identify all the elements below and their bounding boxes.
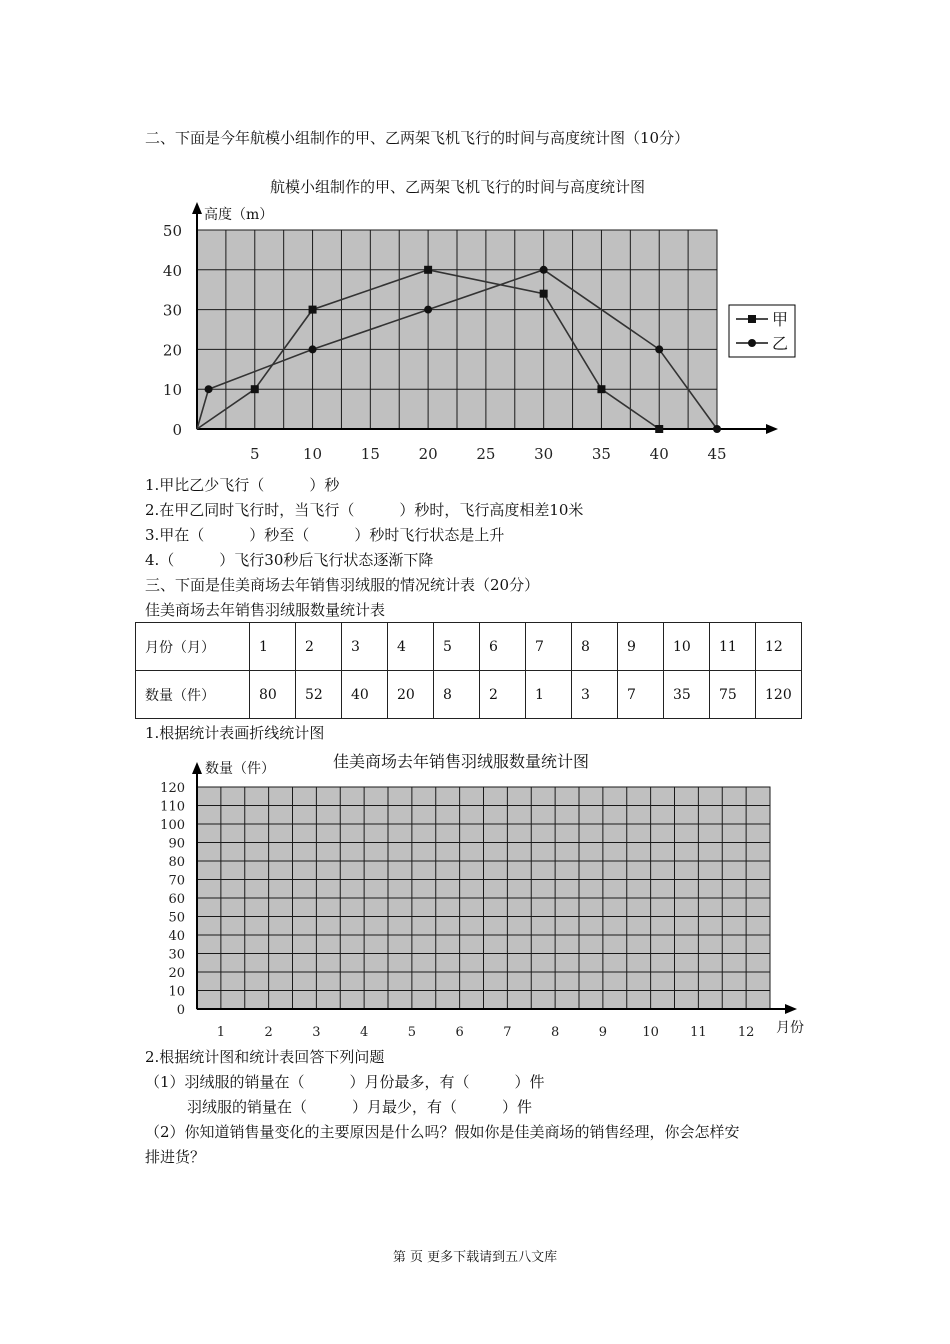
x-tick-label: 10 [642, 1025, 659, 1040]
question-3-2-1a: （1）羽绒服的销量在（ ）月份最多，有（ ）件 [145, 1073, 545, 1091]
y-tick-label: 20 [162, 341, 182, 360]
y-tick-label: 40 [168, 929, 185, 944]
table-cell: 9 [618, 623, 664, 671]
x-tick-label: 12 [737, 1025, 755, 1040]
x-tick-label: 30 [534, 445, 554, 463]
chart1-title: 航模小组制作的甲、乙两架飞机飞行的时间与高度统计图 [270, 178, 646, 196]
table-cell: 80 [250, 671, 296, 719]
x-tick-label: 15 [360, 445, 380, 463]
question-3-2: 2.根据统计图和统计表回答下列问题 [145, 1048, 385, 1066]
table-cell: 52 [296, 671, 342, 719]
table-cell: 1 [526, 671, 572, 719]
table-title: 佳美商场去年销售羽绒服数量统计表 [145, 601, 386, 619]
x-tick-label: 7 [503, 1025, 512, 1040]
section2-heading: 二、下面是今年航模小组制作的甲、乙两架飞机飞行的时间与高度统计图（10分） [145, 129, 690, 147]
row-label-month: 月份（月） [136, 623, 250, 671]
x-axis-label: 月份 [776, 1020, 804, 1036]
question-2-1: 1.甲比乙少飞行（ ）秒 [145, 476, 340, 494]
page-footer: 第 页 更多下载请到五八文库 [392, 1250, 558, 1265]
table-cell: 6 [480, 623, 526, 671]
table-cell: 10 [664, 623, 710, 671]
table-cell: 2 [480, 671, 526, 719]
x-tick-label: 3 [312, 1025, 321, 1040]
x-tick-label: 5 [407, 1025, 417, 1040]
x-tick-label: 25 [476, 445, 496, 463]
table-cell: 20 [388, 671, 434, 719]
y-tick-label: 10 [162, 381, 182, 400]
x-tick-label: 5 [250, 445, 260, 463]
y-axis-arrow [192, 762, 202, 774]
y-tick-label: 50 [162, 222, 182, 240]
question-2-4: 4.（ ）飞行30秒后飞行状态逐渐下降 [145, 551, 434, 569]
x-tick-label: 2 [264, 1025, 273, 1040]
x-tick-label: 40 [649, 445, 669, 463]
table-cell: 1 [250, 623, 296, 671]
y-tick-label: 90 [168, 836, 185, 852]
table-cell: 75 [710, 671, 756, 719]
y-tick-label: 80 [168, 855, 185, 870]
x-tick-label: 35 [591, 445, 611, 463]
x-tick-label: 1 [216, 1025, 226, 1040]
x-tick-label: 9 [598, 1025, 608, 1040]
table-cell: 3 [342, 623, 388, 671]
legend-label-jia: 甲 [772, 310, 789, 329]
chart2-title: 佳美商场去年销售羽绒服数量统计图 [333, 752, 590, 771]
x-tick-label: 4 [359, 1025, 369, 1040]
table-cell: 4 [388, 623, 434, 671]
question-3-2-1b: 羽绒服的销量在（ ）月最少，有（ ）件 [187, 1098, 533, 1116]
row-label-quantity: 数量（件） [136, 671, 250, 719]
x-axis-arrow [785, 1004, 797, 1014]
question-3-2-2a: （2）你知道销售量变化的主要原因是什么吗？假如你是佳美商场的销售经理，你会怎样安 [145, 1123, 740, 1141]
table-cell: 8 [572, 623, 618, 671]
x-tick-label: 11 [690, 1025, 707, 1040]
y-tick-label: 100 [160, 818, 185, 833]
legend-label-yi: 乙 [772, 334, 789, 353]
table-cell: 40 [342, 671, 388, 719]
question-3-1: 1.根据统计表画折线统计图 [145, 724, 325, 742]
x-tick-label: 8 [550, 1025, 560, 1040]
y-tick-label: 120 [160, 781, 185, 796]
y-tick-label: 30 [168, 947, 185, 963]
table-cell: 3 [572, 671, 618, 719]
question-3-2-2b: 排进货？ [145, 1148, 206, 1166]
section3-heading: 三、下面是佳美商场去年销售羽绒服的情况统计表（20分） [145, 576, 540, 594]
y-tick-label: 60 [168, 892, 185, 907]
y-tick-label: 10 [168, 984, 185, 1000]
y-tick-label: 40 [162, 261, 182, 280]
table-cell: 5 [434, 623, 480, 671]
y-axis-label: 数量（件） [205, 761, 275, 777]
question-2-2: 2.在甲乙同时飞行时，当飞行（ ）秒时，飞行高度相差10米 [145, 501, 584, 519]
y-axis-label: 高度（m） [204, 207, 274, 223]
table-cell: 12 [756, 623, 802, 671]
y-tick-label: 30 [162, 301, 182, 320]
table-cell: 11 [710, 623, 756, 671]
y-tick-label: 110 [160, 799, 185, 815]
table-cell: 2 [296, 623, 342, 671]
x-tick-label: 20 [418, 445, 438, 463]
table-cell: 120 [756, 671, 802, 719]
y-tick-label: 0 [176, 1003, 185, 1018]
y-tick-label: 70 [168, 873, 185, 889]
y-tick-label: 0 [172, 421, 182, 439]
y-tick-label: 50 [168, 910, 185, 926]
table-cell: 7 [526, 623, 572, 671]
y-tick-label: 20 [168, 966, 185, 981]
x-tick-label: 45 [707, 445, 727, 463]
x-tick-label: 6 [455, 1025, 464, 1040]
question-2-3: 3.甲在（ ）秒至（ ）秒时飞行状态是上升 [145, 526, 505, 544]
x-tick-label: 10 [303, 445, 323, 463]
table-cell: 7 [618, 671, 664, 719]
table-cell: 8 [434, 671, 480, 719]
table-cell: 35 [664, 671, 710, 719]
